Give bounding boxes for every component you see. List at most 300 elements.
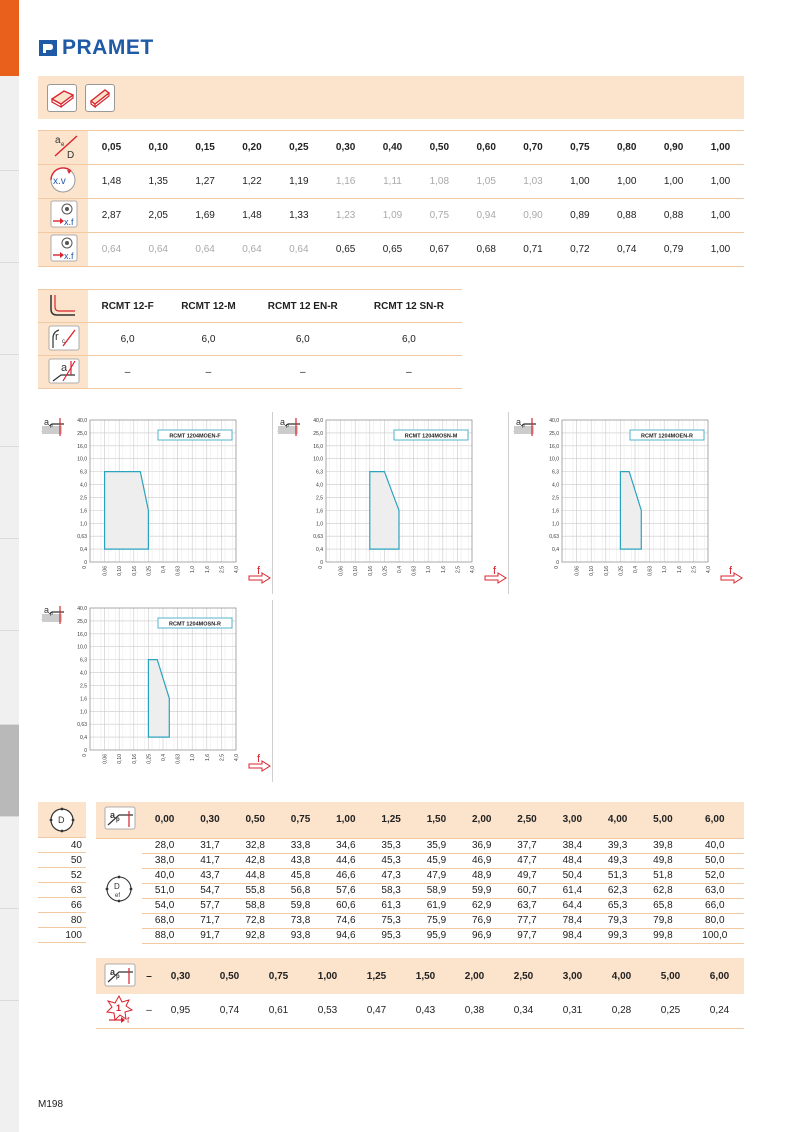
x-tick-label: 0,10 <box>589 566 596 576</box>
insert-value: – <box>205 366 212 378</box>
insert-value: – <box>406 366 412 378</box>
y-tick-label: 0,63 <box>77 722 87 729</box>
coef-value: 0,72 <box>570 244 590 255</box>
x-tick-label: 0,63 <box>411 566 418 576</box>
x-tick-label: 0,63 <box>647 566 654 576</box>
y-tick-label: 16,0 <box>77 631 87 638</box>
insert-column-header: RCMT 12 EN-R <box>267 300 338 312</box>
insert-value: 6,0 <box>201 333 216 345</box>
x-tick-label: 2,5 <box>219 566 226 573</box>
x-tick-label: 0,4 <box>633 566 639 573</box>
feed-arrow-icon <box>249 753 270 771</box>
side-tab-divider <box>0 170 19 171</box>
y-tick-label: 25,0 <box>77 618 87 625</box>
coef-value: 1,48 <box>242 210 262 221</box>
def-value: 93,8 <box>278 928 323 943</box>
svg-text:c: c <box>62 338 65 345</box>
def-value: 60,6 <box>323 898 368 913</box>
feed-factor-icon <box>38 199 88 233</box>
coef-value: 1,00 <box>663 176 684 187</box>
ap-column-header: 1,25 <box>366 970 387 982</box>
def-value: 45,3 <box>368 853 413 868</box>
y-tick-label: 16,0 <box>77 443 87 450</box>
coef-value: 1,00 <box>710 210 731 221</box>
insert-value: – <box>299 366 306 378</box>
coef-row <box>38 199 744 233</box>
x-tick-label: 0,06 <box>338 566 345 576</box>
y-tick-label: 40,0 <box>77 418 87 424</box>
y-tick-label: 0,63 <box>549 534 559 541</box>
def-value: 79,3 <box>595 913 640 928</box>
svg-text:D: D <box>114 882 120 892</box>
y-tick-label: 1,6 <box>552 508 559 515</box>
def-value: 66,0 <box>686 898 744 913</box>
ae-over-d-icon <box>38 131 88 165</box>
ap-depth-icon <box>514 417 536 436</box>
def-value: 47,7 <box>504 853 549 868</box>
feed-value: 0,74 <box>219 1005 240 1017</box>
x-tick-label: 4,0 <box>234 754 240 761</box>
def-value: 37,7 <box>504 838 549 853</box>
coef-value: 0,64 <box>148 244 168 255</box>
x-tick-label: 1,0 <box>662 566 669 573</box>
ap-column-header: 2,50 <box>504 802 549 838</box>
coef-column-header: 0,75 <box>570 142 590 153</box>
insert-column-header: RCMT 12-F <box>101 300 154 312</box>
def-value: 50,0 <box>686 853 744 868</box>
def-value: 76,9 <box>459 913 504 928</box>
x-tick-label: 1,6 <box>204 754 211 761</box>
x-tick-label: 0,06 <box>102 566 109 576</box>
ap-column-header: 2,00 <box>464 970 485 982</box>
coef-value: 0,67 <box>429 244 450 255</box>
coef-value: 0,64 <box>101 244 122 255</box>
feed-header-row <box>96 958 744 994</box>
insert-header-row <box>38 290 462 323</box>
ap-column-header: 1,50 <box>415 970 436 982</box>
feed-value: 0,24 <box>709 1005 730 1017</box>
def-value: 43,7 <box>187 868 232 883</box>
y-tick-label: 1,6 <box>80 696 87 703</box>
y-tick-label: 16,0 <box>549 443 559 450</box>
ap-column-header: 1,00 <box>317 970 338 982</box>
def-value: 50,4 <box>550 868 595 883</box>
chart-title-box <box>394 430 468 440</box>
coef-column-header: 0,70 <box>523 142 543 153</box>
def-row <box>96 898 744 913</box>
x-tick-label: 0,63 <box>175 754 182 764</box>
x-tick-label: 0,06 <box>574 566 581 576</box>
def-value: 65,3 <box>595 898 640 913</box>
def-value: 96,9 <box>459 928 504 943</box>
chart-rcmt-1204moen-r <box>510 412 744 594</box>
def-value: 97,7 <box>504 928 549 943</box>
def-value: 57,7 <box>187 898 232 913</box>
def-value: 79,8 <box>640 913 685 928</box>
feed-value: 0,53 <box>317 1005 338 1017</box>
x-tick-label: 0,4 <box>161 566 167 573</box>
chart-svg <box>38 412 272 594</box>
diameter-value: 63 <box>38 883 86 898</box>
coef-value: 1,00 <box>710 176 731 187</box>
def-row <box>96 838 744 853</box>
diameter-value: 80 <box>38 913 86 928</box>
y-tick-label: 4,0 <box>316 482 323 489</box>
side-tab-divider <box>0 354 19 355</box>
ap-column-header: 1,25 <box>368 802 413 838</box>
def-value: 51,0 <box>142 883 187 898</box>
coef-value: 1,69 <box>195 210 215 221</box>
side-tab-divider <box>0 446 19 447</box>
def-value: 43,8 <box>278 853 323 868</box>
ap-column-header: – <box>146 970 152 982</box>
feed-value: 0,34 <box>513 1005 534 1017</box>
x-tick-label: 4,0 <box>234 566 240 573</box>
coef-column-header: 0,90 <box>663 142 684 153</box>
def-value: 35,3 <box>368 838 413 853</box>
page-number: M198 <box>38 1099 64 1110</box>
def-value: 45,8 <box>278 868 323 883</box>
y-tick-label: 2,5 <box>80 683 87 690</box>
def-value: 46,9 <box>459 853 504 868</box>
y-tick-label: 40,0 <box>77 606 87 612</box>
coef-value: 0,68 <box>476 244 496 255</box>
feed-value: 0,43 <box>415 1005 436 1017</box>
insert-value: – <box>124 366 131 378</box>
coef-row <box>38 165 744 199</box>
x-tick-label: 0,25 <box>146 754 153 764</box>
def-value: 47,9 <box>414 868 459 883</box>
coef-value: 0,65 <box>382 244 403 255</box>
diameter-value: 50 <box>38 853 86 868</box>
def-value: 58,9 <box>414 883 459 898</box>
chart-svg <box>38 600 272 782</box>
application-area <box>105 472 149 549</box>
x-tick-label: 0 <box>318 566 324 569</box>
def-value: 39,8 <box>640 838 685 853</box>
y-tick-label: 6,3 <box>80 469 87 476</box>
coef-value: 1,19 <box>289 176 309 187</box>
diameter-header <box>38 802 86 838</box>
ap-column-header: 5,00 <box>660 970 681 982</box>
x-tick-label: 1,0 <box>190 754 197 761</box>
x-tick-label: 1,6 <box>676 566 683 573</box>
coefficient-table <box>38 130 744 267</box>
feed-per-tooth-icon <box>96 994 142 1028</box>
chart-title: RCMT 1204MOSN-M <box>404 433 458 440</box>
def-row <box>96 928 744 943</box>
y-tick-label: 2,5 <box>80 495 87 502</box>
feed-value: 0,38 <box>464 1005 485 1017</box>
coef-value: 1,00 <box>710 244 731 255</box>
diameter-value: 40 <box>38 838 86 853</box>
ap-depth-icon <box>96 958 142 994</box>
coef-value: 1,22 <box>242 176 262 187</box>
y-tick-label: 40,0 <box>313 418 323 424</box>
insert-column-header: RCMT 12 SN-R <box>373 300 444 312</box>
svg-text:r: r <box>55 330 59 343</box>
coef-value: 1,33 <box>289 210 309 221</box>
def-value: 54,7 <box>187 883 232 898</box>
coef-column-header: 1,00 <box>710 142 731 153</box>
y-tick-label: 0,63 <box>313 534 323 541</box>
chart-rcmt-1204mosn-m <box>274 412 508 594</box>
def-value: 35,9 <box>414 838 459 853</box>
x-tick-label: 0,16 <box>131 566 138 576</box>
insert-row <box>38 356 462 389</box>
def-value: 49,3 <box>595 853 640 868</box>
def-value: 74,6 <box>323 913 368 928</box>
def-value: 61,9 <box>414 898 459 913</box>
insert-value: 6,0 <box>401 333 416 345</box>
def-row <box>96 868 744 883</box>
insert-value: 6,0 <box>120 333 135 345</box>
def-value: 62,8 <box>640 883 685 898</box>
feed-arrow-icon <box>249 565 270 583</box>
coef-value: 0,90 <box>523 210 543 221</box>
svg-text:x.v: x.v <box>53 176 66 187</box>
def-value: 52,0 <box>686 868 744 883</box>
def-value: 95,3 <box>368 928 413 943</box>
def-value: 71,7 <box>187 913 232 928</box>
effective-diameter-table <box>96 802 744 944</box>
def-value: 28,0 <box>142 838 187 853</box>
x-tick-label: 1,0 <box>426 566 433 573</box>
def-value: 92,8 <box>233 928 278 943</box>
side-tab-divider <box>0 908 19 909</box>
logo <box>38 38 154 58</box>
def-value: 75,3 <box>368 913 413 928</box>
y-tick-label: 0,63 <box>77 534 87 541</box>
coef-column-header: 0,60 <box>476 142 496 153</box>
svg-text:a: a <box>110 966 116 977</box>
coef-value: 1,16 <box>335 176 356 187</box>
def-value: 59,9 <box>459 883 504 898</box>
coef-value: 1,09 <box>382 210 403 221</box>
def-value: 45,9 <box>414 853 459 868</box>
def-value: 32,8 <box>233 838 278 853</box>
coef-value: 1,27 <box>195 176 215 187</box>
y-axis-label: a <box>516 417 522 427</box>
side-tab-divider <box>0 630 19 631</box>
coef-value: 0,79 <box>663 244 684 255</box>
diameter-value: 52 <box>38 868 86 883</box>
x-tick-label: 0,10 <box>353 566 360 576</box>
chart-svg <box>510 412 744 594</box>
y-tick-label: 0,4 <box>552 547 559 554</box>
feed-row <box>96 994 744 1028</box>
x-tick-label: 0,63 <box>175 566 182 576</box>
diameter-value: 66 <box>38 898 86 913</box>
coef-value: 1,08 <box>429 176 450 187</box>
insert-value: 6,0 <box>295 333 310 345</box>
coef-row <box>38 233 744 267</box>
x-tick-label: 4,0 <box>470 566 476 573</box>
coef-value: 1,35 <box>148 176 168 187</box>
x-tick-label: 2,5 <box>219 754 226 761</box>
x-tick-label: 2,5 <box>455 566 462 573</box>
def-value: 44,6 <box>323 853 368 868</box>
coef-value: 0,74 <box>616 244 637 255</box>
chart-title-box <box>630 430 704 440</box>
def-value: 80,0 <box>686 913 744 928</box>
def-value: 39,3 <box>595 838 640 853</box>
application-area <box>370 472 399 549</box>
feed-value: 0,61 <box>268 1005 289 1017</box>
y-tick-label: 2,5 <box>316 495 323 502</box>
chart-title: RCMT 1204MOSN-R <box>169 621 221 628</box>
def-value: 31,7 <box>187 838 232 853</box>
y-tick-label: 0 <box>320 560 323 566</box>
def-value: 56,8 <box>278 883 323 898</box>
coef-value: 0,88 <box>663 210 684 221</box>
coef-value: 2,87 <box>101 210 122 221</box>
x-tick-label: 0,06 <box>102 754 109 764</box>
x-tick-label: 0,4 <box>161 754 167 761</box>
ap-depth-icon <box>96 802 142 838</box>
def-value: 48,9 <box>459 868 504 883</box>
def-value: 58,3 <box>368 883 413 898</box>
coef-value: 0,64 <box>195 244 215 255</box>
svg-text:x.f: x.f <box>64 251 74 261</box>
svg-text:a: a <box>55 135 61 146</box>
feed-value: 0,47 <box>366 1005 387 1017</box>
def-value: 62,3 <box>595 883 640 898</box>
y-tick-label: 1,0 <box>552 521 559 528</box>
x-tick-label: 0,25 <box>382 566 389 576</box>
svg-text:ef: ef <box>115 893 121 900</box>
feed-value: 0,31 <box>562 1005 583 1017</box>
corner-radius-icon <box>38 290 88 323</box>
coef-value: 0,94 <box>476 210 496 221</box>
coef-value: 0,64 <box>289 244 309 255</box>
header-band <box>38 76 744 119</box>
insert-plate-icon <box>47 84 77 112</box>
pramet-logo-icon <box>38 38 58 58</box>
x-tick-label: 0,25 <box>146 566 153 576</box>
def-value: 47,3 <box>368 868 413 883</box>
coef-value: 0,88 <box>616 210 637 221</box>
ap-depth-icon <box>42 417 64 436</box>
coef-value: 0,89 <box>570 210 590 221</box>
coef-value: 1,48 <box>101 176 122 187</box>
coef-value: 0,65 <box>335 244 356 255</box>
y-tick-label: 10,0 <box>549 456 559 463</box>
side-tab-divider <box>0 1000 19 1001</box>
y-axis-label: a <box>280 417 286 427</box>
svg-text:x.f: x.f <box>64 217 74 227</box>
coef-column-header: 0,10 <box>148 142 168 153</box>
def-value: 57,6 <box>323 883 368 898</box>
coef-column-header: 0,40 <box>382 142 403 153</box>
x-axis-label: f <box>493 565 497 577</box>
coef-value: 2,05 <box>148 210 168 221</box>
def-value: 51,3 <box>595 868 640 883</box>
ap-column-header: 1,50 <box>414 802 459 838</box>
def-value: 98,4 <box>550 928 595 943</box>
coef-value: 1,05 <box>476 176 496 187</box>
ap-column-header: 0,30 <box>170 970 191 982</box>
def-value: 94,6 <box>323 928 368 943</box>
def-row <box>96 913 744 928</box>
y-tick-label: 1,0 <box>80 521 87 528</box>
coef-value: 0,71 <box>523 244 543 255</box>
x-tick-label: 0,16 <box>603 566 610 576</box>
coef-column-header: 0,80 <box>616 142 637 153</box>
svg-text:D: D <box>58 815 65 825</box>
def-value: 51,8 <box>640 868 685 883</box>
x-axis-label: f <box>257 753 261 765</box>
x-axis-label: f <box>257 565 261 577</box>
y-tick-label: 0,4 <box>80 735 87 742</box>
svg-text:a: a <box>61 361 68 374</box>
def-value: 33,8 <box>278 838 323 853</box>
y-axis-label-sub: p <box>50 423 53 429</box>
def-header-row <box>96 802 744 838</box>
def-value: 40,0 <box>686 838 744 853</box>
y-axis-label: a <box>44 605 50 615</box>
diameter-value: 100 <box>38 928 86 943</box>
def-value: 68,0 <box>142 913 187 928</box>
def-value: 63,7 <box>504 898 549 913</box>
coef-column-header: 0,30 <box>335 142 356 153</box>
ap-column-header: 0,75 <box>278 802 323 838</box>
svg-text:a: a <box>110 810 116 821</box>
ap-column-header: 6,00 <box>709 970 730 982</box>
coef-column-header: 0,20 <box>242 142 262 153</box>
def-value: 78,4 <box>550 913 595 928</box>
def-value: 49,8 <box>640 853 685 868</box>
coef-column-header: 0,25 <box>289 142 309 153</box>
x-tick-label: 0,10 <box>117 754 124 764</box>
def-value: 48,4 <box>550 853 595 868</box>
def-row <box>96 853 744 868</box>
effective-diameter-icon <box>96 838 142 943</box>
coef-value: 1,00 <box>570 176 590 187</box>
x-tick-label: 0 <box>82 566 88 569</box>
x-tick-label: 1,6 <box>204 566 211 573</box>
def-value: 63,0 <box>686 883 744 898</box>
y-tick-label: 4,0 <box>80 670 87 677</box>
diameter-column <box>38 802 86 943</box>
ap-column-header: 2,00 <box>459 802 504 838</box>
y-tick-label: 25,0 <box>549 430 559 437</box>
def-value: 95,9 <box>414 928 459 943</box>
y-tick-label: 25,0 <box>77 430 87 437</box>
side-tab-divider <box>0 724 19 725</box>
x-tick-label: 0,16 <box>131 754 138 764</box>
feed-per-tooth-table <box>96 958 744 1029</box>
application-area <box>620 472 641 549</box>
def-value: 38,0 <box>142 853 187 868</box>
coef-header-row <box>38 131 744 165</box>
svg-text:e: e <box>61 142 65 148</box>
def-value: 42,8 <box>233 853 278 868</box>
y-tick-label: 10,0 <box>77 456 87 463</box>
ap-column-header: 3,00 <box>562 970 583 982</box>
def-value: 88,0 <box>142 928 187 943</box>
side-tab-strip <box>0 0 19 1132</box>
depth-a-icon <box>38 356 88 389</box>
def-value: 91,7 <box>187 928 232 943</box>
feed-value: 0,28 <box>611 1005 632 1017</box>
ap-depth-icon <box>42 605 64 624</box>
insert-row <box>38 323 462 356</box>
x-tick-label: 4,0 <box>706 566 712 573</box>
chart-title-box <box>158 430 232 440</box>
y-tick-label: 0,4 <box>316 547 323 554</box>
chart-title: RCMT 1204MOEN-R <box>641 433 693 440</box>
